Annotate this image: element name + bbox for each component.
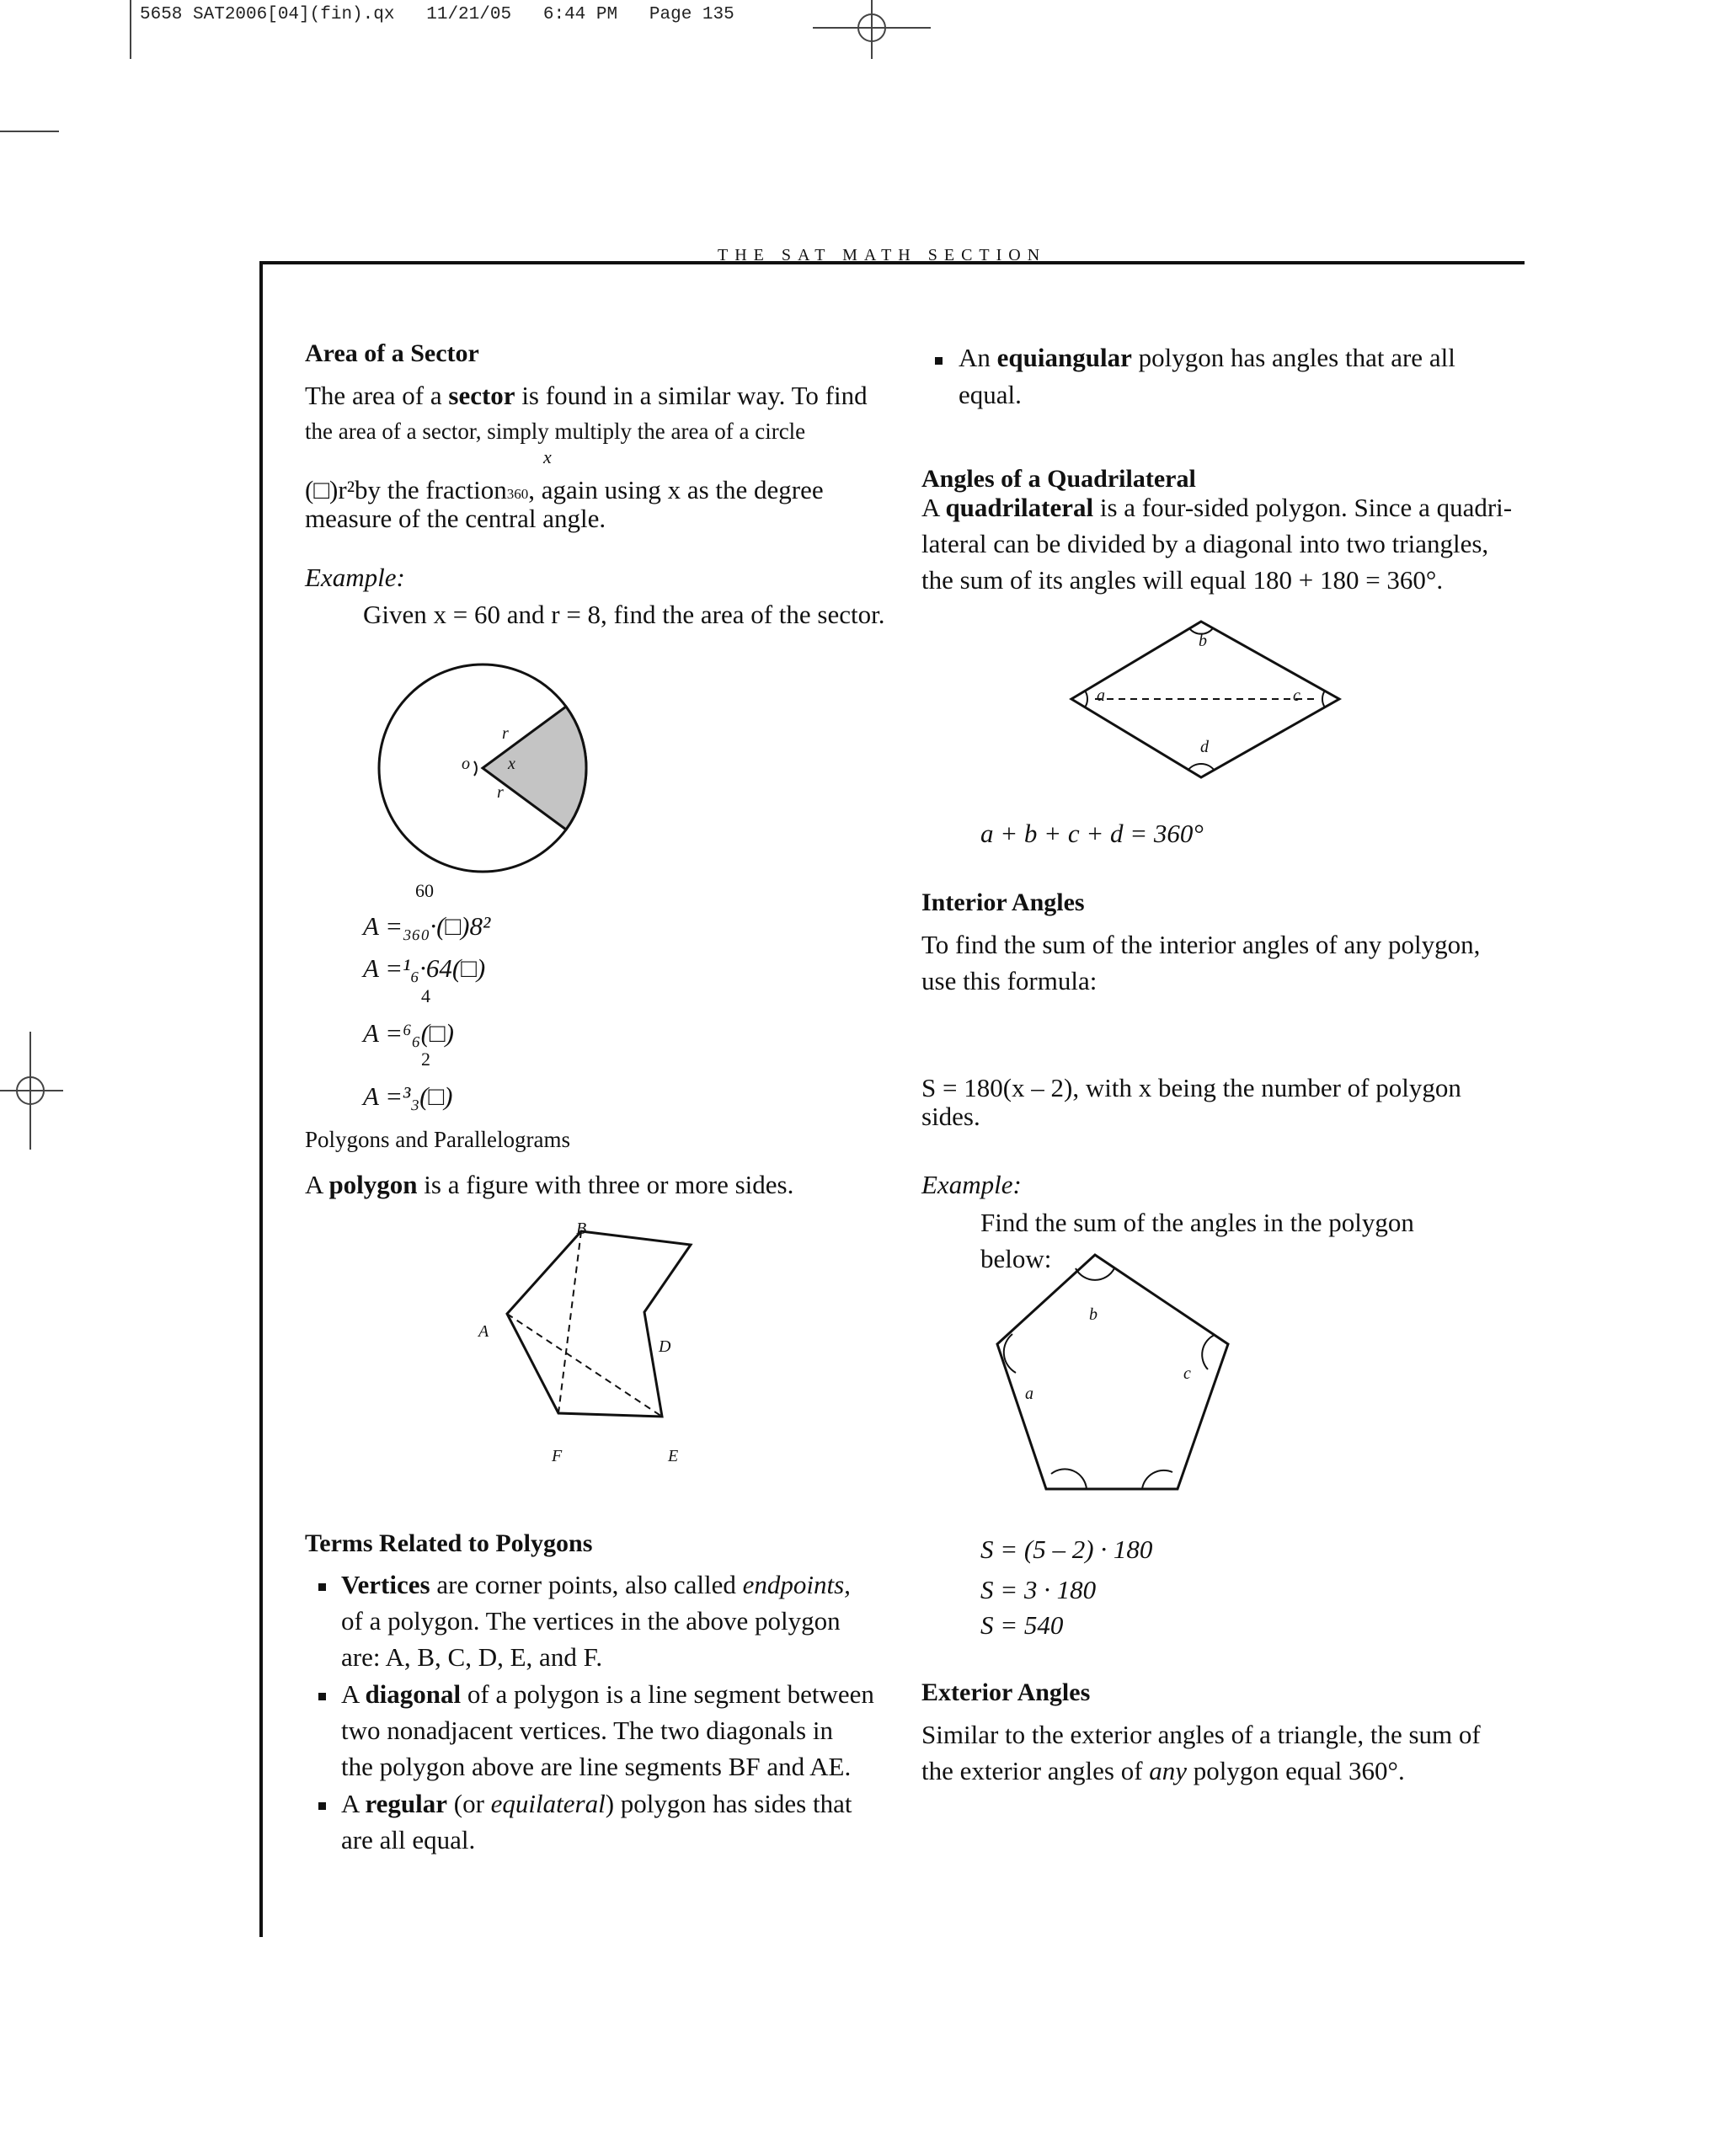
calc-numerator-3: 4 bbox=[421, 985, 430, 1006]
quadrilateral-line-1 bbox=[921, 489, 1512, 526]
calc-line-3: A =⁶₆(□) bbox=[363, 1018, 454, 1048]
vertex-label-e: E bbox=[668, 1447, 679, 1465]
text-run: A bbox=[341, 1789, 366, 1818]
sector-circle-figure bbox=[362, 648, 606, 893]
sector-paragraph-line-2: the area of a sector, simply multiply the area of a circle bbox=[305, 419, 806, 444]
italic-term: any bbox=[1149, 1756, 1188, 1785]
bold-term: Vertices bbox=[341, 1570, 430, 1599]
running-head: THE SAT MATH SECTION bbox=[718, 246, 1047, 264]
sector-heading: Area of a Sector bbox=[305, 339, 479, 367]
radius-label-top: r bbox=[502, 724, 509, 743]
sector-paragraph-line-1 bbox=[305, 377, 868, 414]
vertex-label-a: A bbox=[478, 1322, 489, 1341]
bold-term: diagonal bbox=[365, 1679, 462, 1709]
bold-term: sector bbox=[448, 381, 515, 410]
exterior-angles-heading: Exterior Angles bbox=[921, 1678, 1091, 1706]
equiangular-line-2: equal. bbox=[959, 380, 1022, 409]
term-diagonal-line-1 bbox=[341, 1676, 874, 1712]
text-run: polygon has angles that are all bbox=[1131, 343, 1455, 372]
angle-label-b: b bbox=[1199, 632, 1207, 650]
calc-line-4: A =³₃(□) bbox=[363, 1081, 453, 1111]
term-diagonal-line-3: the polygon above are line segments BF and AE. bbox=[341, 1752, 852, 1781]
terms-heading: Terms Related to Polygons bbox=[305, 1529, 593, 1557]
file-slug: 5658 SAT2006[04](fin).qx 11/21/05 6:44 PM Page 135 bbox=[140, 5, 734, 24]
registration-mark-left bbox=[0, 1032, 63, 1150]
term-vertices-line-1 bbox=[341, 1566, 851, 1603]
text-run: the exterior angles of bbox=[921, 1756, 1150, 1785]
calc-numerator-1: 60 bbox=[415, 880, 434, 901]
text-run: (□)r²by the fraction bbox=[305, 475, 507, 504]
term-regular-line-2: are all equal. bbox=[341, 1825, 476, 1854]
example-label: Example: bbox=[305, 563, 405, 592]
bullet-icon bbox=[935, 357, 943, 365]
sector-paragraph-line-4: measure of the central angle. bbox=[305, 504, 606, 533]
bullet-icon bbox=[318, 1583, 326, 1591]
example-right-line-1: Find the sum of the angles in the polygon bbox=[980, 1208, 1414, 1237]
vertex-label-f: F bbox=[552, 1447, 563, 1465]
formula-line-2: sides. bbox=[921, 1102, 980, 1131]
pentagon-angle-label-a: a bbox=[1025, 1385, 1033, 1403]
exterior-angles-line-2 bbox=[921, 1753, 1405, 1789]
text-run: is a four-sided polygon. Since a quadri- bbox=[1093, 493, 1513, 522]
crop-mark-left-top bbox=[0, 131, 59, 132]
irregular-polygon-figure bbox=[472, 1213, 724, 1432]
pentagon-angle-label-b: b bbox=[1089, 1305, 1097, 1324]
pentagon-angle-label-c: c bbox=[1183, 1364, 1191, 1383]
fraction-denominator: 360 bbox=[506, 486, 529, 502]
polygons-heading: Polygons and Parallelograms bbox=[305, 1127, 570, 1152]
sum-line-3: S = 540 bbox=[980, 1610, 1064, 1640]
example-text: Given x = 60 and r = 8, find the area of the sector. bbox=[363, 600, 885, 629]
text-run: is found in a similar way. To find bbox=[515, 381, 868, 410]
angle-label-a: a bbox=[1097, 686, 1105, 705]
quadrilateral-line-3: the sum of its angles will equal 180 + 180 = 360°. bbox=[921, 565, 1444, 595]
calc-line-2: A =¹₆·64(□) bbox=[363, 953, 486, 983]
term-diagonal-line-2: two nonadjacent vertices. The two diagonals in bbox=[341, 1716, 833, 1745]
calc-numerator-4: 2 bbox=[421, 1049, 430, 1070]
calc-line-1: A =₃₆₀·(□)8² bbox=[363, 911, 491, 941]
text-run: (or bbox=[447, 1789, 491, 1818]
italic-term: endpoints, bbox=[742, 1570, 851, 1599]
text-run: is a figure with three or more sides. bbox=[417, 1170, 794, 1199]
bullet-icon bbox=[318, 1802, 326, 1810]
interior-angles-heading: Interior Angles bbox=[921, 889, 1085, 916]
quadrilateral-heading: Angles of a Quadrilateral bbox=[921, 465, 1196, 493]
text-run: A bbox=[341, 1679, 366, 1709]
vertex-label-b: B bbox=[576, 1219, 587, 1238]
text-run: A bbox=[921, 493, 946, 522]
term-vertices-line-2: of a polygon. The vertices in the above polygon bbox=[341, 1606, 841, 1636]
quadrilateral-line-2: lateral can be divided by a diagonal into two triangles, bbox=[921, 529, 1489, 558]
bold-term: polygon bbox=[328, 1170, 418, 1199]
text-run: of a polygon is a line segment between bbox=[461, 1679, 874, 1709]
angle-label-c: c bbox=[1293, 686, 1300, 705]
interior-angles-line-1: To find the sum of the interior angles of any polygon, bbox=[921, 930, 1481, 959]
bold-term: equiangular bbox=[996, 343, 1132, 372]
equiangular-line-1 bbox=[959, 339, 1455, 376]
text-run: are corner points, also called bbox=[430, 1570, 743, 1599]
circle-center-label: o bbox=[462, 755, 470, 773]
registration-mark-top bbox=[813, 0, 931, 59]
central-angle-label: x bbox=[508, 755, 515, 773]
example-right-line-2: below: bbox=[980, 1244, 1052, 1273]
bullet-icon bbox=[318, 1693, 326, 1700]
text-run: The area of a bbox=[305, 381, 449, 410]
left-margin-rule bbox=[259, 261, 263, 1937]
bold-term: regular bbox=[365, 1789, 448, 1818]
crop-mark-top-left bbox=[130, 0, 131, 59]
interior-angles-line-2: use this formula: bbox=[921, 966, 1097, 995]
text-run: An bbox=[959, 343, 997, 372]
vertex-label-d: D bbox=[659, 1337, 671, 1356]
text-run: polygon equal 360°. bbox=[1187, 1756, 1405, 1785]
angle-label-d: d bbox=[1200, 738, 1209, 756]
radius-label-bottom: r bbox=[497, 783, 504, 802]
text-run: , again using x as the degree bbox=[528, 475, 824, 504]
formula-line-1: S = 180(x – 2), with x being the number of polygon bbox=[921, 1073, 1461, 1102]
sum-line-2: S = 3 · 180 bbox=[980, 1575, 1097, 1604]
example-label-right: Example: bbox=[921, 1170, 1022, 1199]
text-run: A bbox=[305, 1170, 329, 1199]
term-vertices-line-3: are: A, B, C, D, E, and F. bbox=[341, 1642, 603, 1672]
text-run: ) polygon has sides that bbox=[605, 1789, 852, 1818]
exterior-angles-line-1: Similar to the exterior angles of a triangle, the sum of bbox=[921, 1720, 1481, 1749]
bold-term: quadrilateral bbox=[945, 493, 1094, 522]
term-regular-line-1 bbox=[341, 1785, 852, 1822]
fraction-numerator: x bbox=[543, 446, 552, 467]
polygon-definition bbox=[305, 1166, 793, 1203]
quadrilateral-equation: a + b + c + d = 360° bbox=[980, 819, 1204, 848]
sum-line-1: S = (5 – 2) · 180 bbox=[980, 1534, 1153, 1564]
italic-term: equilateral bbox=[490, 1789, 606, 1818]
pentagon-figure bbox=[977, 1238, 1247, 1499]
